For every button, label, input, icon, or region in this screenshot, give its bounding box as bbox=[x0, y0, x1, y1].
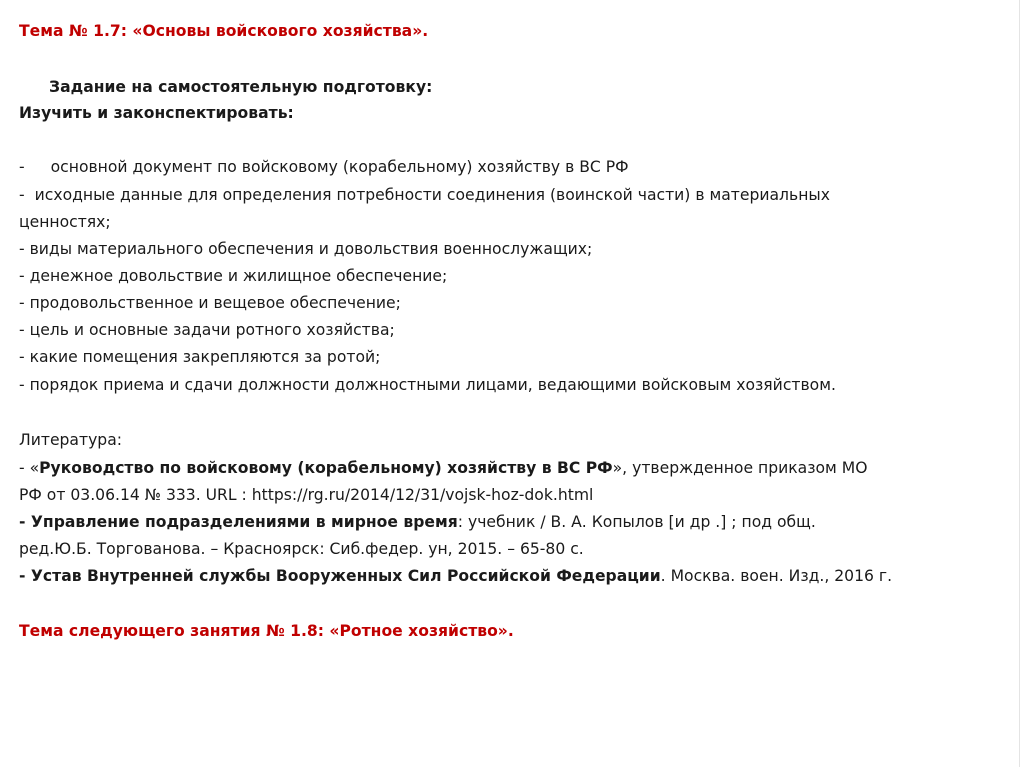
list-item: - порядок приема и сдачи должности должностными лицами, ведающими войсковым хозяйством. bbox=[19, 376, 836, 394]
list-item: - денежное довольствие и жилищное обеспечение; bbox=[19, 267, 448, 285]
list-item-dash: - bbox=[19, 158, 25, 176]
literature-ref-3 bbox=[19, 566, 892, 586]
assignment-heading: Задание на самостоятельную подготовку: bbox=[49, 78, 433, 96]
ref-3-title: - Устав Внутренней службы Вооруженных Сил Российской Федерации bbox=[19, 567, 661, 585]
literature-ref-2 bbox=[19, 512, 816, 532]
list-item: - продовольственное и вещевое обеспечение; bbox=[19, 294, 401, 312]
list-item-dash: - bbox=[19, 186, 25, 204]
list-item-text: основной документ по войсковому (корабельному) хозяйству в ВС РФ bbox=[50, 158, 629, 176]
slide-edge-divider bbox=[1019, 0, 1020, 767]
next-topic: Тема следующего занятия № 1.8: «Ротное хозяйство». bbox=[19, 622, 514, 640]
list-item: - виды материального обеспечения и довольствия военнослужащих; bbox=[19, 240, 593, 258]
literature-heading: Литература: bbox=[19, 431, 123, 449]
ref-2-title: - Управление подразделениями в мирное время bbox=[19, 513, 458, 531]
list-item bbox=[19, 157, 629, 177]
ref-2-rest: : учебник / В. А. Копылов [и др .] ; под общ. bbox=[457, 513, 816, 531]
assignment-instruction: Изучить и законспектировать: bbox=[19, 104, 294, 122]
literature-ref-1 bbox=[19, 458, 867, 478]
list-item-continuation: ценностях; bbox=[19, 213, 111, 231]
list-item-text: исходные данные для определения потребности соединения (воинской части) в материальных bbox=[34, 186, 830, 204]
literature-ref-1-line2: РФ от 03.06.14 № 333. URL : https://rg.ru/2014/12/31/vojsk-hoz-dok.html bbox=[19, 486, 594, 504]
ref-1-title: Руководство по войсковому (корабельному) хозяйству в ВС РФ bbox=[39, 459, 613, 477]
ref-1-rest: », утвержденное приказом МО bbox=[612, 459, 868, 477]
list-item: - какие помещения закрепляются за ротой; bbox=[19, 348, 381, 366]
topic-title: Тема № 1.7: «Основы войскового хозяйства». bbox=[19, 22, 429, 40]
literature-ref-2-line2: ред.Ю.Б. Торгованова. – Красноярск: Сиб.федер. ун, 2015. – 65-80 с. bbox=[19, 540, 584, 558]
list-item: - цель и основные задачи ротного хозяйства; bbox=[19, 321, 395, 339]
ref-3-rest: . Москва. воен. Изд., 2016 г. bbox=[660, 567, 893, 585]
ref-1-open: - « bbox=[19, 459, 40, 477]
list-item bbox=[19, 185, 830, 205]
